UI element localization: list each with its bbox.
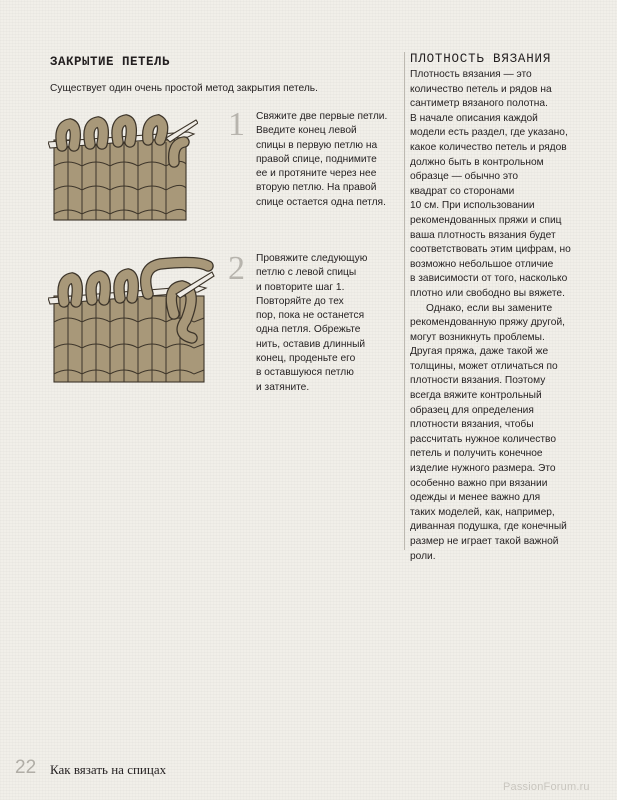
sidebar-line: плотности вязания, чтобы: [410, 419, 534, 431]
sidebar-line: возможно небольшое отличие: [410, 258, 554, 270]
step-2-line: и повторите шаг 1.: [256, 281, 345, 293]
sidebar-line: роли.: [410, 550, 436, 562]
step-2-number: 2: [228, 250, 245, 287]
step-1-illustration: [48, 112, 198, 224]
sidebar-line: размер не играет такой важной: [410, 536, 559, 547]
sidebar-line: петель и получить конечное: [410, 448, 543, 460]
intro-text: Существует один очень простой метод закрытия петель.: [50, 83, 318, 94]
sidebar-line: плотности вязания. Поэтому: [410, 375, 546, 387]
step-1-line: вторую петлю. На правой: [256, 182, 377, 194]
sidebar-line: диванная подушка, где конечный: [410, 521, 567, 533]
sidebar-line: модели есть раздел, где указано,: [410, 127, 568, 139]
site-watermark: PassionForum.ru: [503, 781, 590, 793]
sidebar-line: толщины, может отличаться по: [410, 360, 558, 372]
step-1-line: спице остается одна петля.: [256, 196, 386, 208]
step-2-line: одна петля. Обрежьте: [256, 324, 361, 336]
step-1-text: [256, 110, 396, 210]
step-2-illustration: [48, 254, 216, 386]
step-1-line: Введите конец левой: [256, 125, 357, 137]
step-2-line: пор, пока не останется: [256, 310, 365, 322]
sidebar-line: Плотность вязания — это: [410, 69, 532, 80]
step-1-number: 1: [228, 106, 245, 143]
sidebar-paragraph-2: [410, 302, 572, 565]
step-2-line: конец, проденьте его: [256, 353, 356, 365]
sidebar-line: Однако, если вы замените: [426, 302, 553, 314]
sidebar-line: одежды и менее важно для: [410, 492, 541, 504]
sidebar-line: В начале описания каждой: [410, 112, 538, 124]
step-1-line: спицы в первую петлю на: [256, 139, 378, 151]
sidebar-body: [410, 68, 572, 564]
sidebar-paragraph-1: [410, 68, 572, 302]
sidebar-line: количество петель и рядов на: [410, 83, 552, 95]
sidebar-line: изделие нужного размера. Это: [410, 463, 556, 475]
sidebar-line: образце — обычно это: [410, 171, 519, 183]
sidebar-line: могут возникнуть проблемы.: [410, 331, 545, 343]
step-2-line: Провяжите следующую: [256, 253, 368, 264]
step-2-line: в оставшуюся петлю: [256, 367, 354, 379]
sidebar-line: сантиметр вязаного полотна.: [410, 98, 548, 110]
page-number: 22: [15, 757, 37, 778]
step-1-line: ее и протяните через нее: [256, 168, 377, 180]
sidebar-line: квадрат со сторонами: [410, 185, 515, 197]
sidebar-line: в зависимости от того, насколько: [410, 273, 568, 285]
sidebar-line: образец для определения: [410, 404, 534, 416]
sidebar-line: особенно важно при вязании: [410, 477, 548, 489]
sidebar-line: Другая пряжа, даже такой же: [410, 346, 549, 358]
sidebar-line: рассчитать нужное количество: [410, 433, 556, 445]
sidebar-line: рекомендованную пряжу другой,: [410, 317, 565, 329]
sidebar-line: 10 см. При использовании: [410, 200, 535, 212]
step-2-line: нить, оставив длинный: [256, 338, 366, 350]
sidebar-line: плотно или свободно вы вяжете.: [410, 287, 565, 299]
step-2-line: петлю с левой спицы: [256, 267, 357, 279]
step-2-line: Повторяйте до тех: [256, 295, 344, 307]
sidebar-line: ваша плотность вязания будет: [410, 229, 556, 241]
sidebar-line: рекомендованных пряжи и спиц: [410, 214, 562, 226]
step-2-line: и затяните.: [256, 381, 310, 393]
step-1-line: правой спице, поднимите: [256, 153, 377, 165]
sidebar-line: соответствовать этим цифрам, но: [410, 244, 571, 256]
sidebar-line: какое количество петель и рядов: [410, 141, 567, 153]
step-2-text: [256, 252, 396, 395]
gauge-sidebar: [404, 52, 571, 562]
section-title: ЗАКРЫТИЕ ПЕТЕЛЬ: [50, 55, 171, 69]
step-1-line: Свяжите две первые петли.: [256, 111, 388, 122]
sidebar-line: таких моделей, как, например,: [410, 506, 555, 518]
sidebar-line: должно быть в контрольном: [410, 156, 544, 168]
running-book-title: Как вязать на спицах: [50, 762, 167, 777]
sidebar-title: ПЛОТНОСТЬ ВЯЗАНИЯ: [410, 52, 552, 66]
sidebar-line: всегда вяжите контрольный: [410, 390, 542, 402]
